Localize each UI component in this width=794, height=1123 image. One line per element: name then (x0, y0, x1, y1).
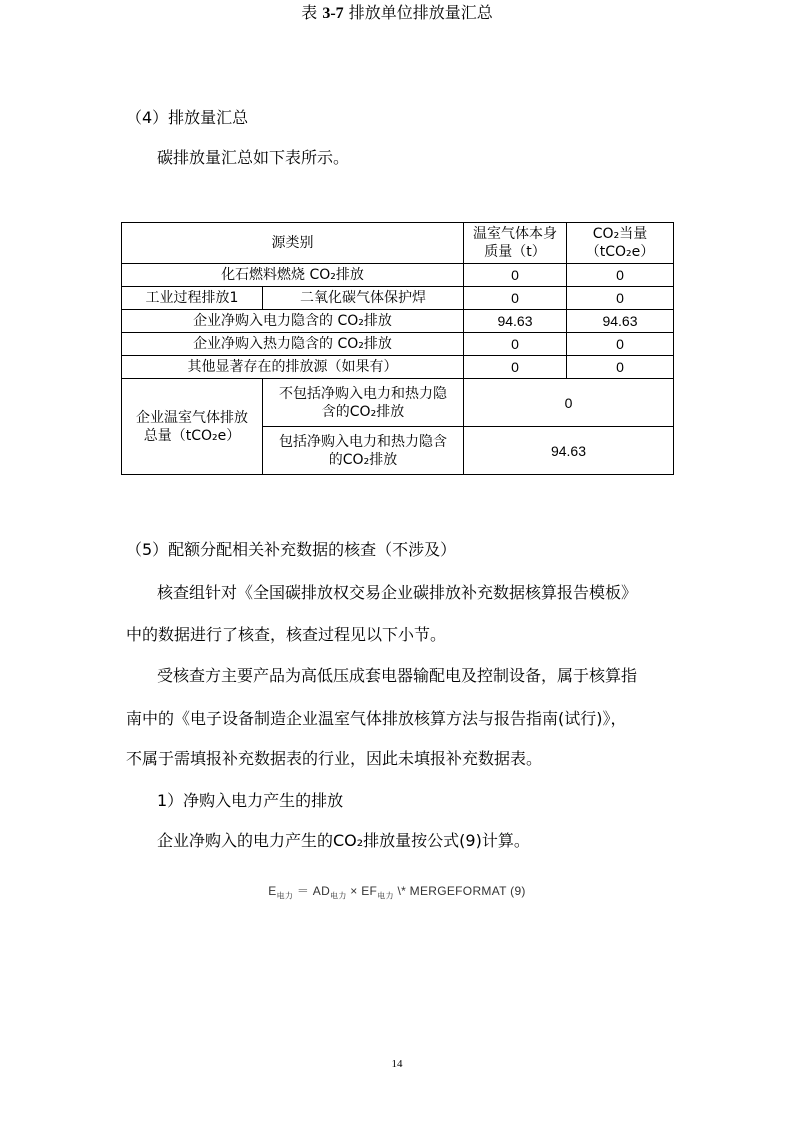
table-caption (0, 0, 794, 23)
row-mass: 94.63 (464, 310, 567, 333)
table-row (122, 310, 674, 333)
row-label-subcategory: 二氧化碳气体保护焊 (263, 287, 464, 310)
caption-title: 排放单位排放量汇总 (348, 3, 493, 22)
caption-number: 3-7 (322, 5, 344, 22)
header-source: 源类别 (122, 223, 464, 264)
table-row (122, 264, 674, 287)
table-row (122, 287, 674, 310)
formula-sub-power: 电力 (330, 891, 347, 901)
excl-label-line2: 含的CO₂排放 (321, 403, 405, 420)
table-row (122, 333, 674, 356)
header-co2eq-line2: （tCO₂e） (585, 244, 655, 260)
table-header-row (122, 223, 674, 264)
total-label-line2: 总量（tCO₂e） (143, 427, 241, 444)
total-row-excluding (122, 379, 674, 427)
paragraph-line: 中的数据进行了核查，核查过程见以下小节。 (126, 625, 447, 644)
formula-ad: AD (312, 884, 331, 898)
header-co2eq-line1: CO₂当量 (592, 226, 648, 242)
incl-label-line1: 包括净购入电力和热力隐含 (279, 433, 447, 450)
header-mass (464, 223, 567, 264)
header-co2eq (567, 223, 674, 264)
formula-ef: EF (361, 884, 378, 898)
row-co2eq: 0 (567, 333, 674, 356)
excl-value: 0 (464, 379, 674, 427)
row-label: 化石燃料燃烧 CO₂排放 (122, 264, 464, 287)
row-label: 企业净购入电力隐含的 CO₂排放 (122, 310, 464, 333)
formula-equation (0, 882, 794, 901)
section-5-heading: （5）配额分配相关补充数据的核查（不涉及） (126, 540, 457, 559)
header-mass-line1: 温室气体本身 (473, 226, 557, 242)
incl-label-line2: 的CO₂排放 (328, 451, 398, 468)
excl-label (263, 379, 464, 427)
section-4-intro: 碳排放量汇总如下表所示。 (157, 148, 350, 167)
row-mass: 0 (464, 356, 567, 379)
row-label: 其他显著存在的排放源（如果有） (122, 356, 464, 379)
row-co2eq: 0 (567, 264, 674, 287)
row-label-category: 工业过程排放1 (122, 287, 263, 310)
caption-prefix: 表 (301, 3, 318, 22)
row-mass: 0 (464, 333, 567, 356)
row-mass: 0 (464, 287, 567, 310)
emissions-summary-table (121, 222, 674, 475)
formula-e: E (268, 884, 277, 898)
total-label-line1: 企业温室气体排放 (136, 409, 248, 426)
total-label (122, 379, 263, 475)
paragraph-line: 受核查方主要产品为高低压成套电器输配电及控制设备，属于核算指 (157, 666, 638, 685)
formula-field-code: \* MERGEFORMAT (9) (397, 884, 526, 898)
page-number: 14 (391, 1058, 403, 1070)
row-label: 企业净购入热力隐含的 CO₂排放 (122, 333, 464, 356)
row-co2eq: 0 (567, 356, 674, 379)
paragraph-line: 南中的《电子设备制造企业温室气体排放核算方法与报告指南(试行)》， (126, 709, 627, 728)
row-mass: 0 (464, 264, 567, 287)
paragraph-line: 不属于需填报补充数据表的行业，因此未填报补充数据表。 (126, 749, 543, 768)
excl-label-line1: 不包括净购入电力和热力隐 (279, 385, 447, 402)
table-row (122, 356, 674, 379)
row-co2eq: 94.63 (567, 310, 674, 333)
incl-value: 94.63 (464, 427, 674, 475)
subsection-text: 企业净购入的电力产生的CO₂排放量按公式(9)计算。 (157, 831, 530, 850)
header-mass-line2: 质量（t） (484, 244, 546, 260)
formula-equals: ＝ (296, 884, 310, 898)
formula-times: × (350, 884, 358, 898)
formula-sub-power: 电力 (377, 891, 394, 901)
formula-sub-power: 电力 (276, 891, 294, 901)
paragraph-line: 核查组针对《全国碳排放权交易企业碳排放补充数据核算报告模板》 (157, 583, 638, 602)
subsection-heading: 1）净购入电力产生的排放 (157, 791, 344, 810)
incl-label (263, 427, 464, 475)
row-co2eq: 0 (567, 287, 674, 310)
section-4-heading: （4）排放量汇总 (126, 108, 249, 127)
